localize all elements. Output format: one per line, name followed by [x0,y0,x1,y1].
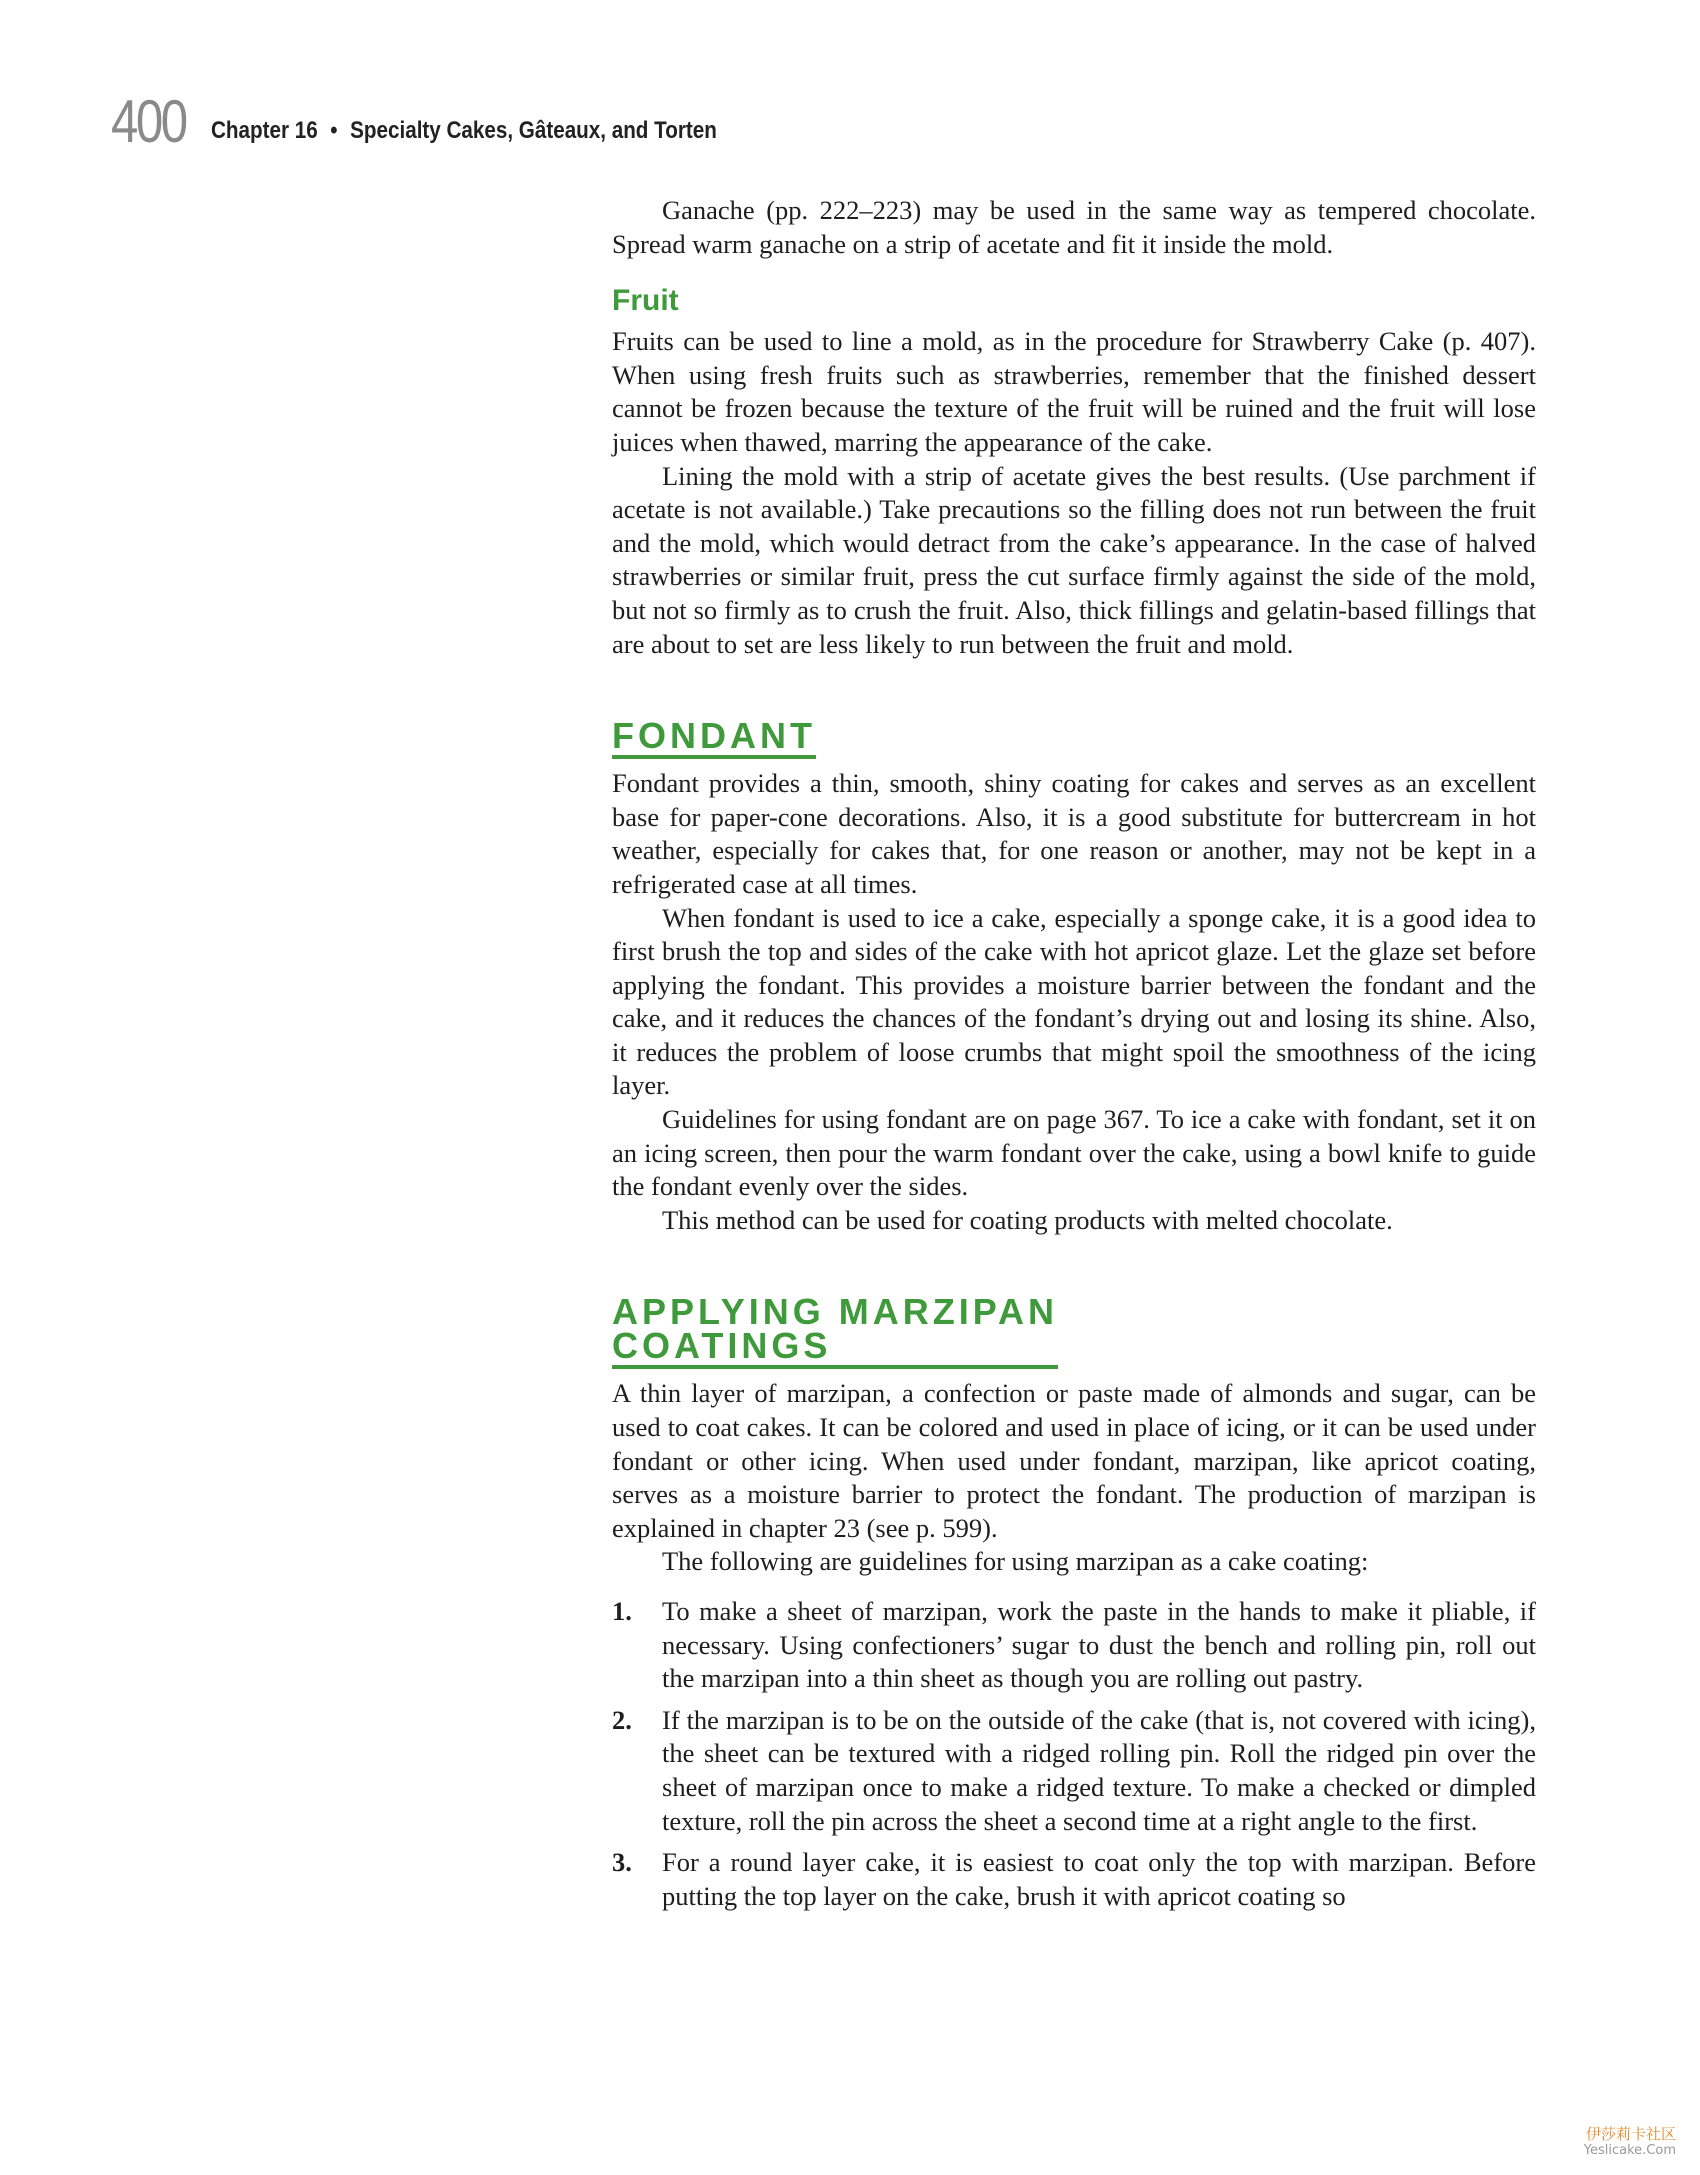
paragraph-fondant-4: This method can be used for coating products with melted chocolate. [662,1204,1393,1235]
paragraph-fondant-3: Guidelines for using fondant are on page 367. To ice a cake with fondant, set it on an icing screen, then pour the warm fondant over the cake, using a bowl knife to guide the fondant evenly over the sides. [612,1104,1536,1202]
paragraph-fruit-1: Fruits can be used to line a mold, as in the procedure for Strawberry Cake (p. 407). When using fresh fruits such as strawberries, remember that the finished dessert cannot be frozen because the texture of the fruit will be ruined and the fruit will lose juices when thawed, marring the appearance of the cake. [612,326,1536,457]
watermark-chinese: 伊莎莉卡社区 [1585,2125,1676,2143]
chapter-title-line [211,117,717,145]
paragraph-ganache: Ganache (pp. 222–223) may be used in the same way as tempered chocolate. Spread warm ganache on a strip of acetate and fit it inside the mold. [612,195,1536,259]
list-item [612,1846,1536,1913]
heading-applying-marzipan-coatings: APPLYING MARZIPAN COATINGS [612,1295,1058,1369]
paragraph-marzipan-1: A thin layer of marzipan, a confection or paste made of almonds and sugar, can be used to coat cakes. It can be colored and used in place of icing, or it can be used under fondant or other icing. When used under fondant, marzipan, like apricot coating, serves as a moisture barrier to protect the fondant. The production of marzipan is explained in chapter 23 (see p. 599). [612,1378,1536,1543]
heading-fondant: FONDANT [612,719,816,759]
watermark-url: Yeslicake.Com [1583,2143,1676,2158]
paragraph-fondant-2: When fondant is used to ice a cake, especially a sponge cake, it is a good idea to first brush the top and sides of the cake with hot apricot glaze. Let the glaze set before applying the fondant. This provides a moisture barrier between the fondant and the cake, and it reduces the chances of the fondant’s drying out and losing its shine. Also, it reduces the problem of loose crumbs that might spoil the smoothness of the icing layer. [612,902,1536,1101]
paragraph-marzipan-2: The following are guidelines for using marzipan as a cake coating: [662,1546,1369,1577]
site-watermark [1584,2125,1676,2159]
list-item [612,1704,1536,1838]
heading-fruit: Fruit [612,284,679,318]
main-text-column [612,194,1536,1913]
list-number: 1. [612,1596,632,1626]
list-text: To make a sheet of marzipan, work the paste in the hands to make it pliable, if necessary. Using confectioners’ sugar to dust the bench and rolling pin, roll out the marzipan into a thin sheet as though you are rolling out pastry. [662,1596,1536,1694]
list-number: 3. [612,1847,632,1878]
page-number: 400 [111,88,186,155]
paragraph-fruit-2: Lining the mold with a strip of acetate gives the best results. (Use parchment if acetate is not available.) Take precautions so the filling does not run between the fruit and the mold, which would detract from the cake’s appearance. In the case of halved strawberries or similar fruit, press the cut surface firmly against the side of the mold, but not so firmly as to crush the fruit. Also, thick fillings and gelatin-based fillings that are about to set are less likely to run between the fruit and mold. [612,460,1536,659]
running-head [111,88,799,155]
guidelines-list [612,1595,1536,1913]
list-text: If the marzipan is to be on the outside of the cake (that is, not covered with icing), the sheet can be textured with a ridged rolling pin. Roll the ridged pin over the sheet of marzipan once to make a ridged texture. To make a checked or dimpled texture, roll the pin across the sheet a second time at a right angle to the first. [662,1704,1536,1836]
list-item [612,1595,1536,1696]
bullet-separator: • [330,117,338,144]
chapter-title: Specialty Cakes, Gâteaux, and Torten [350,117,717,144]
chapter-label: Chapter 16 [211,117,318,144]
list-number: 2. [612,1704,632,1735]
paragraph-fondant-1: Fondant provides a thin, smooth, shiny coating for cakes and serves as an excellent base for paper-cone decorations. Also, it is a good substitute for buttercream in hot weather, especially for cakes that, for one reason or another, may not be kept in a refrigerated case at all times. [612,768,1536,899]
list-text: For a round layer cake, it is easiest to coat only the top with marzipan. Before putting the top layer on the cake, brush it with apricot coating so [662,1847,1536,1911]
